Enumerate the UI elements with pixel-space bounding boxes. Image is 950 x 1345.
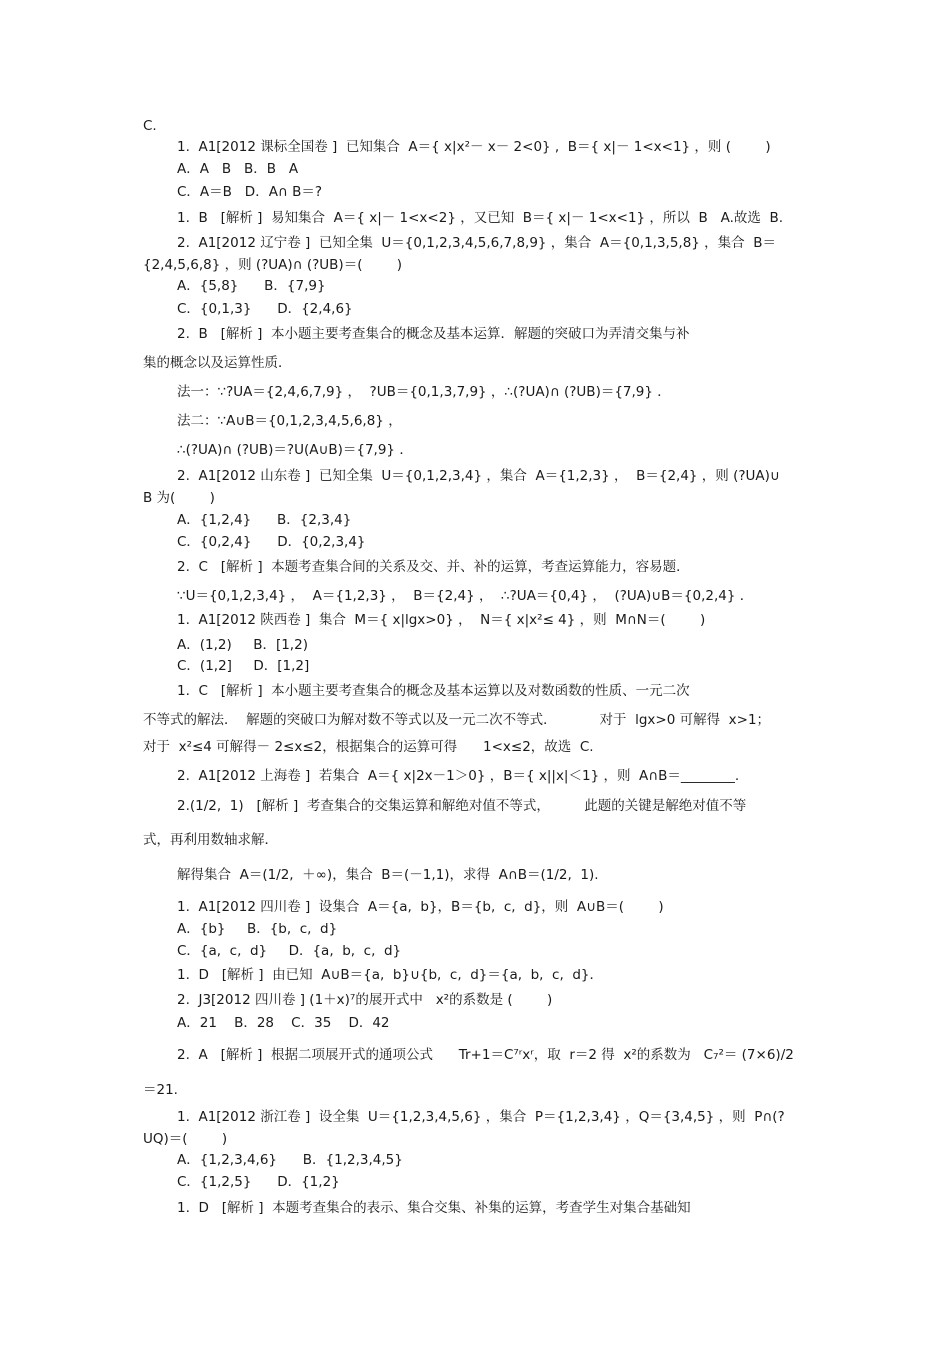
text-line: C．{0,1,3} D．{2,4,6} [177, 301, 353, 317]
text-line: 1. A1[2012 浙江卷 ] 设全集 U＝{1,2,3,4,5,6} ，集合 P＝{1,2,3,4} ，Q＝{3,4,5} ，则 P∩(? [177, 1109, 785, 1125]
text-line: A．21 B．28 C．35 D．42 [177, 1015, 390, 1031]
text-line: 2. A1[2012 上海卷 ] 若集合 A＝{ x|2x－1＞0} ，B＝{ x||x|＜1} ，则 A∩B＝________. [177, 768, 740, 784]
text-line: 法一：∵?UA＝{2,4,6,7,9} ， ?UB＝{0,1,3,7,9} ，∴(?UA)∩ (?UB)＝{7,9} ． [177, 384, 671, 400]
text-line: 2. A1[2012 辽宁卷 ] 已知全集 U＝{0,1,2,3,4,5,6,7,8,9} ，集合 A＝{0,1,3,5,8} ，集合 B＝ [177, 235, 777, 251]
text-line: {2,4,5,6,8} ，则 (?UA)∩ (?UB)＝( ) [143, 257, 403, 273]
text-line: A．{1,2,3,4,6} B．{1,2,3,4,5} [177, 1152, 403, 1168]
text-line: 法二：∵A∪B＝{0,1,2,3,4,5,6,8} ， [177, 413, 402, 429]
text-line: ∴(?UA)∩ (?UB)＝?U(A∪B)＝{7,9} ． [177, 442, 413, 458]
text-line: 2. C [解析 ] 本题考查集合间的关系及交、并、补的运算，考查运算能力，容易题． [177, 559, 690, 575]
text-line: 1. D [解析 ] 本题考查集合的表示、集合交集、补集的运算，考查学生对集合基础知 [177, 1200, 691, 1216]
text-line: 1. A1[2012 陕西卷 ] 集合 M＝{ x|lgx>0} ， N＝{ x|x²≤ 4} ，则 M∩N＝( ) [177, 612, 706, 628]
text-line: 1. A1[2012 课标全国卷 ] 已知集合 A＝{ x|x²－ x－ 2<0} , B＝{ x|－ 1<x<1} ，则 ( ) [177, 139, 771, 155]
text-line: B 为( ) [143, 490, 215, 506]
text-line: 1. B [解析 ] 易知集合 A＝{ x|－ 1<x<2} ，又已知 B＝{ x|－ 1<x<1} ，所以 B A.故选 B. [177, 210, 784, 226]
text-line: A．{b} B．{b, c, d} [177, 921, 338, 937]
text-line: 2. A [解析 ] 根据二项展开式的通项公式 Tr+1＝C⁷ʳxʳ，取 r＝2 得 x²的系数为 C₇²＝ (7×6)/2 [177, 1047, 794, 1063]
text-line: 2. B [解析 ] 本小题主要考查集合的概念及基本运算．解题的突破口为弄清交集与补 [177, 326, 690, 342]
text-line: ∵U＝{0,1,2,3,4} ， A＝{1,2,3} ， B＝{2,4} ， ∴?UA＝{0,4} ， (?UA)∪B＝{0,2,4} ． [177, 588, 754, 604]
text-line: 2. J3[2012 四川卷 ] (1＋x)⁷的展开式中 x²的系数是 ( ) [177, 992, 553, 1008]
text-line: 集的概念以及运算性质． [143, 355, 292, 371]
text-line: 式，再利用数轴求解． [143, 832, 278, 848]
text-line: A．{5,8} B．{7,9} [177, 278, 326, 294]
text-line: C．{1,2,5} D．{1,2} [177, 1174, 340, 1190]
text-line: C．(1,2] D．[1,2] [177, 658, 310, 674]
text-line: C．{a, c, d} D．{a, b, c, d} [177, 943, 402, 959]
text-line: C．A＝B D．A∩ B＝? [177, 184, 323, 200]
text-line: A．(1,2) B．[1,2) [177, 637, 308, 653]
text-line: 解得集合 A＝(1/2, ＋∞)，集合 B＝(－1,1)，求得 A∩B＝(1/2, 1). [177, 867, 599, 883]
text-line: C. [143, 118, 157, 134]
text-line: 2. A1[2012 山东卷 ] 已知全集 U＝{0,1,2,3,4} ，集合 A＝{1,2,3} ， B＝{2,4} ，则 (?UA)∪ [177, 468, 780, 484]
text-line: 2.(1/2, 1) [解析 ] 考查集合的交集运算和解绝对值不等式， 此题的关键是解绝对值不等 [177, 798, 747, 814]
text-line: 1. C [解析 ] 本小题主要考查集合的概念及基本运算以及对数函数的性质、一元二次 [177, 683, 690, 699]
text-line: 对于 x²≤4 可解得－ 2≤x≤2，根据集合的运算可得 1<x≤2，故选 C. [143, 739, 594, 755]
text-line: C．{0,2,4} D．{0,2,3,4} [177, 534, 366, 550]
text-line: A．{1,2,4} B．{2,3,4} [177, 512, 352, 528]
text-line: A．A B B．B A [177, 161, 299, 177]
text-line: UQ)＝( ) [143, 1131, 228, 1147]
text-line: 1. A1[2012 四川卷 ] 设集合 A＝{a, b}，B＝{b, c, d}，则 A∪B＝( ) [177, 899, 664, 915]
text-line: 1. D [解析 ] 由已知 A∪B＝{a, b}∪{b, c, d}＝{a, b, c, d}． [177, 967, 603, 983]
text-line: 不等式的解法． 解题的突破口为解对数不等式以及一元二次不等式． 对于 lgx>0 可解得 x>1； [143, 712, 771, 728]
text-line: ＝21. [143, 1082, 178, 1098]
